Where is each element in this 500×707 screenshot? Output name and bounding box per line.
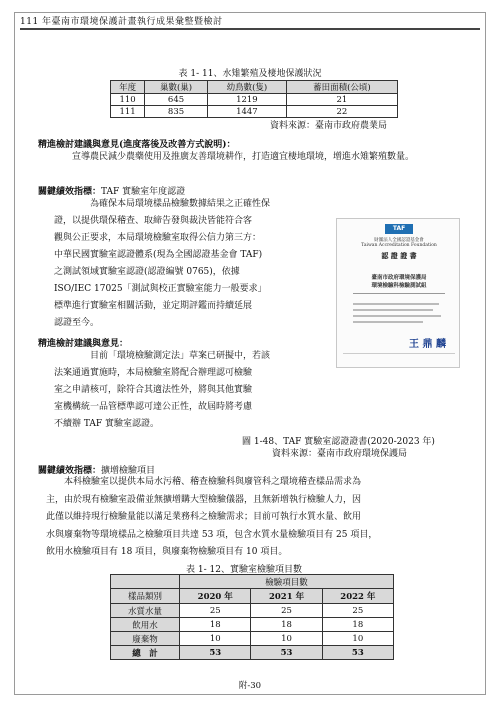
- cert-text-line: [353, 315, 441, 317]
- table1-caption: 表 1- 11、水雉繁殖及棲地保護狀況: [178, 69, 322, 79]
- table-cell: 廢棄物: [111, 632, 180, 646]
- taf-certificate-image: [336, 218, 460, 368]
- table-cell: 835: [145, 106, 208, 118]
- table-cell: 53: [322, 646, 393, 660]
- table-cell: 21: [286, 94, 397, 106]
- table-cell: 110: [111, 94, 145, 106]
- text-line: 之測試領域實驗室認證(認證編號 0765)，依據: [54, 267, 240, 277]
- section2-heading: 關鍵績效指標：: [38, 187, 102, 197]
- cert-signature: 王 鼎 麟: [409, 339, 446, 350]
- cert-text-line: [353, 309, 433, 311]
- cert-lab2: 環境檢驗科檢驗測試組: [371, 283, 427, 289]
- table2-corner: [111, 575, 180, 589]
- table2-col-2020: 2020 年: [180, 589, 251, 604]
- table-cell: 水質水量: [111, 604, 180, 618]
- text-line: 標準進行實驗室相關活動，並定期評鑑而持續延展: [54, 301, 253, 311]
- table-total-row: [111, 646, 394, 660]
- table2-col-category: 樣品類別: [111, 589, 180, 604]
- cert-lab: 臺南市政府環境保護局: [371, 275, 427, 281]
- section4-heading: 關鍵績效指標：: [38, 466, 102, 476]
- table1: [110, 80, 398, 118]
- text-line: 水與廢棄物等環境樣品之檢驗項目共達 53 項，包含水質水量檢驗項目有 25 項目，: [46, 529, 378, 540]
- text-line: 飲用水檢驗項目有 18 項目，與廢棄物檢驗項目有 10 項目。: [46, 547, 288, 557]
- text-line: 觀與公正要求，本局環境檢驗室取得公信力第三方：: [54, 233, 262, 243]
- section2-heading-value: TAF 實驗室年度認證: [101, 187, 186, 197]
- table-row: [111, 94, 398, 106]
- text-line: 本科檢驗室以提供本局水污稽、稽查檢驗科與廢管科之環境稽查樣品需求為: [64, 477, 362, 487]
- table-cell: 53: [180, 646, 251, 660]
- table1-source: 資料來源：臺南市政府農業局: [270, 121, 388, 131]
- text-line: 主，由於現有檢驗室設備並無擴增購大型檢驗儀器，且無新增執行檢驗人力，因: [46, 494, 362, 505]
- table1-col-area: 蓄田面積(公頃): [286, 81, 397, 94]
- cert-title: 認 證 證 書: [381, 251, 417, 260]
- text-line: 法案通過實施時，本局檢驗室將配合辦理認可檢驗: [54, 368, 253, 378]
- taf-logo: TAF: [385, 224, 413, 234]
- text-line: 認證至今。: [54, 318, 100, 328]
- table-cell: 10: [322, 632, 393, 646]
- section1-heading: 精進檢討建議與意見(進度落後及改善方式說明)：: [38, 140, 236, 150]
- table-cell: 飲用水: [111, 618, 180, 632]
- text-line: 不續辦 TAF 實驗室認證。: [54, 419, 159, 429]
- table-cell: 25: [322, 604, 393, 618]
- table-cell: 18: [322, 618, 393, 632]
- figure-caption: 圖 1-48、TAF 實驗室認證證書(2020-2023 年): [242, 437, 435, 447]
- table-cell: 18: [180, 618, 251, 632]
- table-row: [111, 618, 394, 632]
- section4-heading-value: 擴增檢驗項目: [101, 466, 156, 476]
- table-cell: 22: [286, 106, 397, 118]
- table-cell: 10: [180, 632, 251, 646]
- table-cell: 1447: [207, 106, 286, 118]
- table-cell: 1219: [207, 94, 286, 106]
- cert-org: 財團法人全國認證基金會: [374, 238, 424, 243]
- table-row: [111, 604, 394, 618]
- table1-col-year: 年度: [111, 81, 145, 94]
- table2-group-header: 檢驗項目數: [180, 575, 394, 589]
- section1-body: 宣導農民減少農藥使用及推廣友善環境耕作，打造適宜棲地環境，增進水雉繁殖數量。: [72, 152, 415, 162]
- cert-divider: [353, 293, 445, 294]
- table-row: [111, 632, 394, 646]
- section3-body: [54, 348, 326, 433]
- text-line: 室機構統一品管標準認可達公正性，故屆時將考慮: [54, 402, 253, 412]
- table2-col-2021: 2021 年: [251, 589, 322, 604]
- cert-text-line: [353, 303, 439, 305]
- table1-col-nests: 巢數(巢): [145, 81, 208, 94]
- cert-org-en: Taiwan Accreditation Foundation: [361, 243, 437, 248]
- table1-col-chicks: 幼鳥數(隻): [207, 81, 286, 94]
- section4-body: [46, 474, 466, 562]
- text-line: 證，以提供環保稽查、取締告發與裁決皆能符合客: [54, 216, 253, 226]
- table-cell: 總 計: [111, 646, 180, 660]
- header-rule: [20, 28, 480, 30]
- text-line: 此僅以維持現行檢驗量能以滿足業務科之檢驗需求；目前可執行水質水量、飲用: [46, 512, 362, 522]
- table-cell: 111: [111, 106, 145, 118]
- cert-text-line: [353, 321, 423, 323]
- text-line: 室之申請核可，除符合其適法性外，將與其他實驗: [54, 385, 253, 395]
- figure-source: 資料來源：臺南市政府環境保護局: [272, 449, 408, 459]
- page-number: 附-30: [238, 681, 262, 691]
- table-cell: 25: [180, 604, 251, 618]
- table-cell: 25: [251, 604, 322, 618]
- table2: [110, 574, 394, 660]
- cert-footer-rule: [343, 353, 455, 354]
- table-row: [111, 106, 398, 118]
- table2-col-2022: 2022 年: [322, 589, 393, 604]
- text-line: 中華民國實驗室認證體系(現為全國認證基金會 TAF): [54, 250, 263, 260]
- table-cell: 10: [251, 632, 322, 646]
- text-line: 目前「環境檢驗測定法」草案已研擬中，若該: [90, 351, 271, 361]
- running-header: 111 年臺南市環境保護計畫執行成果彙整暨檢討: [20, 17, 223, 27]
- section2-body: [54, 196, 326, 332]
- text-line: ISO/IEC 17025「測試與校正實驗室能力一般要求」: [54, 284, 267, 294]
- text-line: 為確保本局環境樣品檢驗數據結果之正確性保: [90, 199, 271, 209]
- table-cell: 53: [251, 646, 322, 660]
- table2-caption: 表 1- 12、實驗室檢驗項目數: [186, 565, 302, 575]
- table-cell: 645: [145, 94, 208, 106]
- table-cell: 18: [251, 618, 322, 632]
- section3-heading: 精進檢討建議與意見：: [38, 339, 129, 349]
